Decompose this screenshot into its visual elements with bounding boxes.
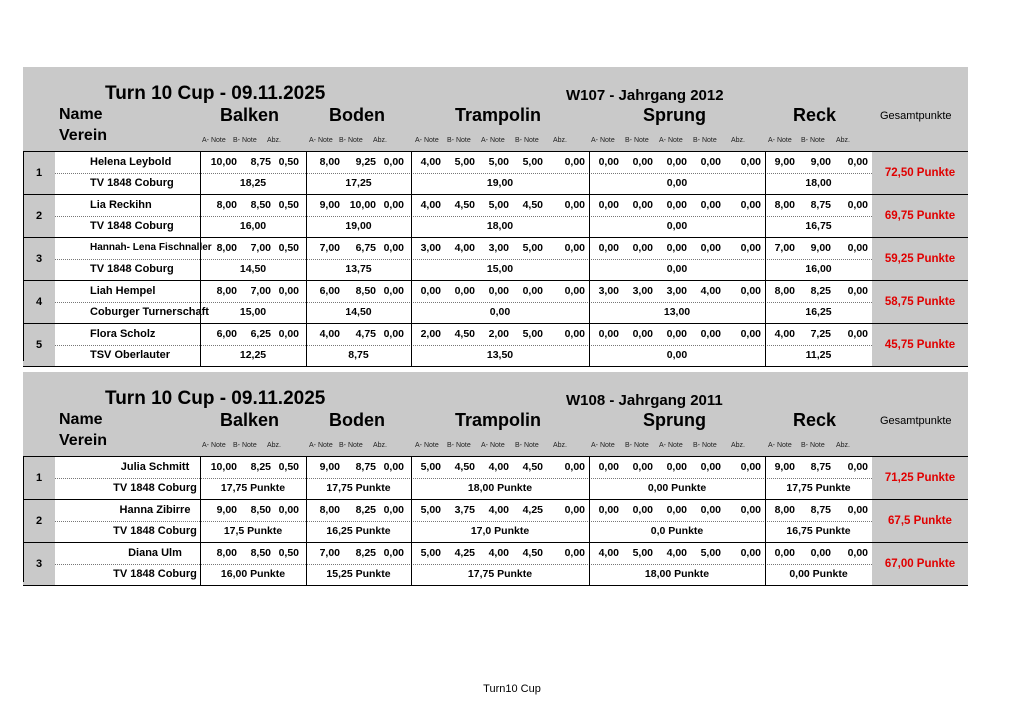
apparatus-total-balken: 17,5 Punkte [223,525,283,537]
score-reck: 0,00 [847,328,868,340]
apparatus-total-sprung: 0,0 Punkte [650,525,704,537]
total-points: 71,25 Punkte [872,457,968,499]
score-sublabel-b: B- Note [801,442,825,449]
score-trampolin: 4,50 [522,547,543,559]
score-reck: 9,00 [810,242,831,254]
score-boden: 10,00 [349,199,376,211]
score-sublabel-abz: Abz. [731,442,746,449]
apparatus-heading-reck: Reck [793,105,837,125]
score-reck: 8,25 [810,285,831,297]
score-sprung: 5,00 [700,547,721,559]
score-sublabel-b: B- Note [447,442,471,449]
score-sublabel-a: A- Note [591,137,615,144]
score-sprung: 0,00 [632,199,653,211]
apparatus-total-sprung: 0,00 [666,177,688,189]
score-sublabel-abz: Abz. [373,137,388,144]
score-sublabel-a: A- Note [768,442,792,449]
apparatus-total-trampolin: 19,00 [486,177,514,189]
apparatus-total-trampolin: 13,50 [486,349,514,361]
score-sprung: 4,00 [598,547,619,559]
total-points: 58,75 Punkte [872,281,968,323]
score-trampolin: 4,00 [420,156,441,168]
age-group-label: W108 - Jahrgang 2011 [566,392,723,409]
score-sprung: 0,00 [598,504,619,516]
score-boden: 8,00 [319,504,340,516]
score-balken: 6,25 [250,328,271,340]
score-sprung: 0,00 [666,504,687,516]
score-trampolin: 0,00 [564,156,585,168]
score-balken: 10,00 [210,461,237,473]
score-trampolin: 4,00 [488,547,509,559]
apparatus-total-reck: 16,75 [805,220,832,232]
apparatus-heading-trampolin: Trampolin [455,105,542,125]
results-table [23,372,968,582]
score-sublabel-b: B- Note [233,137,257,144]
score-sublabel-b: B- Note [447,137,471,144]
score-trampolin: 5,00 [522,156,543,168]
score-sprung: 0,00 [598,199,619,211]
apparatus-total-boden: 19,00 [345,220,372,232]
score-sublabel-b: B- Note [625,137,649,144]
score-reck: 7,25 [810,328,831,340]
score-boden: 6,75 [355,242,376,254]
score-sprung: 0,00 [700,199,721,211]
score-sublabel-b: B- Note [693,442,717,449]
score-boden: 0,00 [383,547,404,559]
apparatus-heading-sprung: Sprung [643,105,706,125]
athlete-name: Flora Scholz [90,328,156,340]
score-boden: 8,00 [319,156,340,168]
score-sublabel-a: A- Note [202,137,226,144]
score-balken: 8,50 [250,199,271,211]
score-trampolin: 4,50 [454,328,475,340]
score-sprung: 4,00 [666,547,687,559]
score-balken: 0,50 [278,461,299,473]
apparatus-total-trampolin: 15,00 [486,263,514,275]
score-trampolin: 0,00 [564,547,585,559]
score-sublabel-b: B- Note [515,442,539,449]
score-boden: 0,00 [383,461,404,473]
score-sublabel-abz: Abz. [553,137,568,144]
competition-title: Turn 10 Cup - 09.11.2025 [105,83,326,104]
score-sublabel-a: A- Note [415,442,439,449]
score-sublabel-abz: Abz. [836,137,851,144]
score-sublabel-abz: Abz. [553,442,568,449]
apparatus-total-sprung: 0,00 Punkte [647,482,707,494]
apparatus-total-reck: 17,75 Punkte [786,482,851,494]
score-sprung: 0,00 [632,461,653,473]
apparatus-total-reck: 16,75 Punkte [786,525,851,537]
apparatus-total-sprung: 0,00 [666,220,688,232]
total-points: 67,5 Punkte [872,500,968,542]
score-boden: 4,00 [319,328,340,340]
total-points-heading: Gesamtpunkte [880,415,952,427]
score-trampolin: 0,00 [420,285,441,297]
score-sprung: 0,00 [666,328,687,340]
score-trampolin: 0,00 [564,242,585,254]
score-sprung: 0,00 [740,156,761,168]
score-trampolin: 0,00 [522,285,543,297]
apparatus-total-balken: 14,50 [239,263,267,275]
score-balken: 8,00 [216,199,237,211]
score-sprung: 0,00 [740,504,761,516]
table-frame [23,456,969,582]
athlete-name: Lia Reckihn [90,199,152,211]
apparatus-total-balken: 16,00 [239,220,267,232]
score-sublabel-b: B- Note [693,137,717,144]
score-trampolin: 4,50 [454,199,475,211]
club-column-label: Verein [59,127,108,144]
score-sublabel-a: A- Note [659,137,683,144]
score-trampolin: 4,50 [454,461,475,473]
score-boden: 0,00 [383,242,404,254]
score-sublabel-abz: Abz. [731,137,746,144]
athlete-club: TV 1848 Coburg [113,568,197,580]
score-trampolin: 5,00 [420,461,441,473]
score-trampolin: 4,50 [522,199,543,211]
athlete-club: TV 1848 Coburg [113,525,197,537]
score-trampolin: 4,00 [488,504,509,516]
score-reck: 9,00 [810,156,831,168]
score-reck: 4,00 [774,328,795,340]
athlete-club: TSV Oberlauter [90,349,171,361]
name-column-label: Name [59,106,103,123]
competition-title: Turn 10 Cup - 09.11.2025 [105,388,326,409]
score-balken: 8,00 [216,547,237,559]
score-sublabel-a: A- Note [309,442,333,449]
score-sprung: 3,00 [666,285,687,297]
score-sublabel-b: B- Note [515,137,539,144]
score-trampolin: 5,00 [522,328,543,340]
athlete-name: Helena Leybold [90,156,172,168]
total-points-heading: Gesamtpunkte [880,110,952,122]
score-reck: 8,75 [810,461,831,473]
score-sprung: 0,00 [632,504,653,516]
score-sprung: 0,00 [598,242,619,254]
score-trampolin: 0,00 [564,504,585,516]
apparatus-total-balken: 15,00 [239,306,267,318]
score-boden: 9,25 [355,156,376,168]
score-boden: 0,00 [383,285,404,297]
score-sprung: 0,00 [740,285,761,297]
athlete-club: TV 1848 Coburg [90,220,174,232]
score-sublabel-a: A- Note [659,442,683,449]
rank-cell: 5 [23,324,55,366]
score-sprung: 0,00 [700,504,721,516]
score-boden: 4,75 [355,328,376,340]
score-trampolin: 3,00 [488,242,509,254]
score-balken: 0,00 [278,328,299,340]
score-trampolin: 0,00 [564,285,585,297]
apparatus-total-trampolin: 18,00 Punkte [467,482,533,494]
apparatus-total-boden: 8,75 [348,349,369,361]
apparatus-total-reck: 18,00 [805,177,832,189]
score-sublabel-b: B- Note [801,137,825,144]
score-sprung: 5,00 [632,547,653,559]
score-sublabel-a: A- Note [309,137,333,144]
table-frame [23,151,969,361]
score-trampolin: 4,00 [420,199,441,211]
score-sublabel-a: A- Note [481,137,505,144]
score-balken: 8,00 [216,242,237,254]
apparatus-heading-sprung: Sprung [643,410,706,430]
apparatus-heading-boden: Boden [329,410,385,430]
score-sprung: 0,00 [666,199,687,211]
score-balken: 0,00 [278,285,299,297]
rank-cell: 3 [23,238,55,280]
apparatus-total-sprung: 18,00 Punkte [644,568,710,580]
total-points: 59,25 Punkte [872,238,968,280]
apparatus-total-trampolin: 17,75 Punkte [467,568,533,580]
athlete-name: Julia Schmitt [120,461,190,473]
score-reck: 0,00 [847,156,868,168]
score-reck: 8,00 [774,199,795,211]
score-sprung: 3,00 [598,285,619,297]
score-trampolin: 5,00 [420,504,441,516]
score-sublabel-a: A- Note [768,137,792,144]
athlete-name: Diana Ulm [128,547,182,559]
rank-cell: 1 [23,152,55,194]
score-boden: 8,25 [355,547,376,559]
score-trampolin: 4,25 [522,504,543,516]
apparatus-total-boden: 16,25 Punkte [326,525,391,537]
athlete-club: TV 1848 Coburg [90,263,174,275]
score-sprung: 0,00 [632,328,653,340]
score-trampolin: 0,00 [488,285,509,297]
score-sprung: 0,00 [740,461,761,473]
total-points: 69,75 Punkte [872,195,968,237]
score-sublabel-b: B- Note [625,442,649,449]
score-sublabel-b: B- Note [339,442,363,449]
score-reck: 0,00 [847,242,868,254]
score-balken: 0,50 [278,199,299,211]
athlete-name: Hannah- Lena Fischnaller [90,242,212,253]
athlete-name: Hanna Zibirre [119,504,191,516]
athlete-club: TV 1848 Coburg [113,482,197,494]
score-boden: 9,00 [319,199,340,211]
apparatus-total-trampolin: 17,0 Punkte [470,525,530,537]
age-group-label: W107 - Jahrgang 2012 [566,87,724,104]
apparatus-total-trampolin: 0,00 [489,306,511,318]
club-column-label: Verein [59,432,108,449]
table-header [23,372,968,456]
score-balken: 6,00 [216,328,237,340]
score-sprung: 0,00 [666,461,687,473]
apparatus-total-balken: 12,25 [239,349,267,361]
score-reck: 8,75 [810,199,831,211]
score-sublabel-b: B- Note [233,442,257,449]
score-sprung: 0,00 [632,156,653,168]
score-sprung: 0,00 [700,461,721,473]
score-trampolin: 4,25 [454,547,475,559]
score-balken: 8,75 [250,156,271,168]
apparatus-total-reck: 16,25 [805,306,832,318]
score-sublabel-abz: Abz. [267,137,282,144]
score-sublabel-a: A- Note [202,442,226,449]
score-sprung: 0,00 [700,242,721,254]
page-footer: Turn10 Cup [483,683,541,695]
total-points: 72,50 Punkte [872,152,968,194]
apparatus-heading-balken: Balken [220,105,280,125]
score-sublabel-a: A- Note [481,442,505,449]
score-trampolin: 4,00 [488,461,509,473]
score-trampolin: 5,00 [420,547,441,559]
rank-cell: 4 [23,281,55,323]
score-reck: 9,00 [774,156,795,168]
apparatus-total-sprung: 13,00 [663,306,691,318]
athlete-club: Coburger Turnerschaft [90,306,209,318]
score-boden: 0,00 [383,199,404,211]
score-sublabel-abz: Abz. [267,442,282,449]
rank-cell: 3 [23,543,55,585]
score-sprung: 3,00 [632,285,653,297]
score-reck: 0,00 [847,199,868,211]
score-balken: 8,00 [216,285,237,297]
score-reck: 0,00 [847,547,868,559]
score-boden: 8,25 [355,504,376,516]
score-trampolin: 0,00 [564,199,585,211]
score-sprung: 0,00 [700,328,721,340]
score-boden: 9,00 [319,461,340,473]
apparatus-total-reck: 16,00 [805,263,832,275]
score-reck: 8,00 [774,285,795,297]
score-balken: 0,50 [278,242,299,254]
score-sprung: 0,00 [740,547,761,559]
apparatus-total-sprung: 0,00 [666,349,688,361]
score-sublabel-b: B- Note [339,137,363,144]
apparatus-heading-boden: Boden [329,105,385,125]
score-trampolin: 0,00 [454,285,475,297]
score-sprung: 0,00 [740,328,761,340]
score-boden: 0,00 [383,504,404,516]
score-reck: 8,00 [774,504,795,516]
score-balken: 8,50 [250,547,271,559]
score-sublabel-abz: Abz. [373,442,388,449]
table-header [23,67,968,151]
apparatus-total-boden: 15,25 Punkte [326,568,391,580]
score-balken: 9,00 [216,504,237,516]
score-balken: 8,25 [250,461,271,473]
apparatus-total-balken: 16,00 Punkte [220,568,286,580]
score-trampolin: 0,00 [564,328,585,340]
score-balken: 7,00 [250,285,271,297]
score-trampolin: 5,00 [488,199,509,211]
apparatus-heading-trampolin: Trampolin [455,410,542,430]
apparatus-total-balken: 17,75 Punkte [220,482,286,494]
score-boden: 7,00 [319,242,340,254]
rank-cell: 1 [23,457,55,499]
score-trampolin: 2,00 [488,328,509,340]
score-balken: 8,50 [250,504,271,516]
rank-cell: 2 [23,500,55,542]
score-boden: 7,00 [319,547,340,559]
score-sprung: 0,00 [598,156,619,168]
score-sprung: 0,00 [740,242,761,254]
athlete-name: Liah Hempel [90,285,156,297]
total-points: 45,75 Punkte [872,324,968,366]
score-balken: 10,00 [210,156,237,168]
score-trampolin: 2,00 [420,328,441,340]
score-sprung: 4,00 [700,285,721,297]
score-trampolin: 4,50 [522,461,543,473]
score-boden: 0,00 [383,156,404,168]
score-sprung: 0,00 [740,199,761,211]
score-balken: 0,50 [278,547,299,559]
score-trampolin: 3,75 [454,504,475,516]
score-boden: 8,75 [355,461,376,473]
score-reck: 7,00 [774,242,795,254]
results-table [23,67,968,361]
score-balken: 7,00 [250,242,271,254]
apparatus-total-boden: 17,75 Punkte [326,482,391,494]
score-boden: 0,00 [383,328,404,340]
apparatus-total-boden: 17,25 [345,177,372,189]
score-reck: 0,00 [774,547,795,559]
score-sprung: 0,00 [598,461,619,473]
apparatus-total-trampolin: 18,00 [486,220,514,232]
score-sprung: 0,00 [666,242,687,254]
score-reck: 9,00 [774,461,795,473]
score-sprung: 0,00 [632,242,653,254]
score-trampolin: 5,00 [488,156,509,168]
total-points: 67,00 Punkte [872,543,968,585]
apparatus-heading-balken: Balken [220,410,280,430]
apparatus-total-boden: 13,75 [345,263,372,275]
score-trampolin: 5,00 [454,156,475,168]
score-reck: 0,00 [847,461,868,473]
apparatus-total-boden: 14,50 [345,306,372,318]
score-sprung: 0,00 [700,156,721,168]
name-column-label: Name [59,411,103,428]
score-balken: 0,00 [278,504,299,516]
score-sprung: 0,00 [666,156,687,168]
score-reck: 0,00 [810,547,831,559]
score-sprung: 0,00 [598,328,619,340]
score-sublabel-a: A- Note [415,137,439,144]
apparatus-heading-reck: Reck [793,410,837,430]
score-reck: 8,75 [810,504,831,516]
score-boden: 8,50 [355,285,376,297]
score-trampolin: 4,00 [454,242,475,254]
apparatus-total-reck: 0,00 Punkte [789,568,848,580]
score-sublabel-abz: Abz. [836,442,851,449]
score-sublabel-a: A- Note [591,442,615,449]
score-boden: 6,00 [319,285,340,297]
score-reck: 0,00 [847,504,868,516]
apparatus-total-balken: 18,25 [239,177,267,189]
score-trampolin: 5,00 [522,242,543,254]
apparatus-total-sprung: 0,00 [666,263,688,275]
score-trampolin: 3,00 [420,242,441,254]
rank-cell: 2 [23,195,55,237]
apparatus-total-reck: 11,25 [805,349,832,361]
score-reck: 0,00 [847,285,868,297]
score-balken: 0,50 [278,156,299,168]
athlete-club: TV 1848 Coburg [90,177,174,189]
score-trampolin: 0,00 [564,461,585,473]
